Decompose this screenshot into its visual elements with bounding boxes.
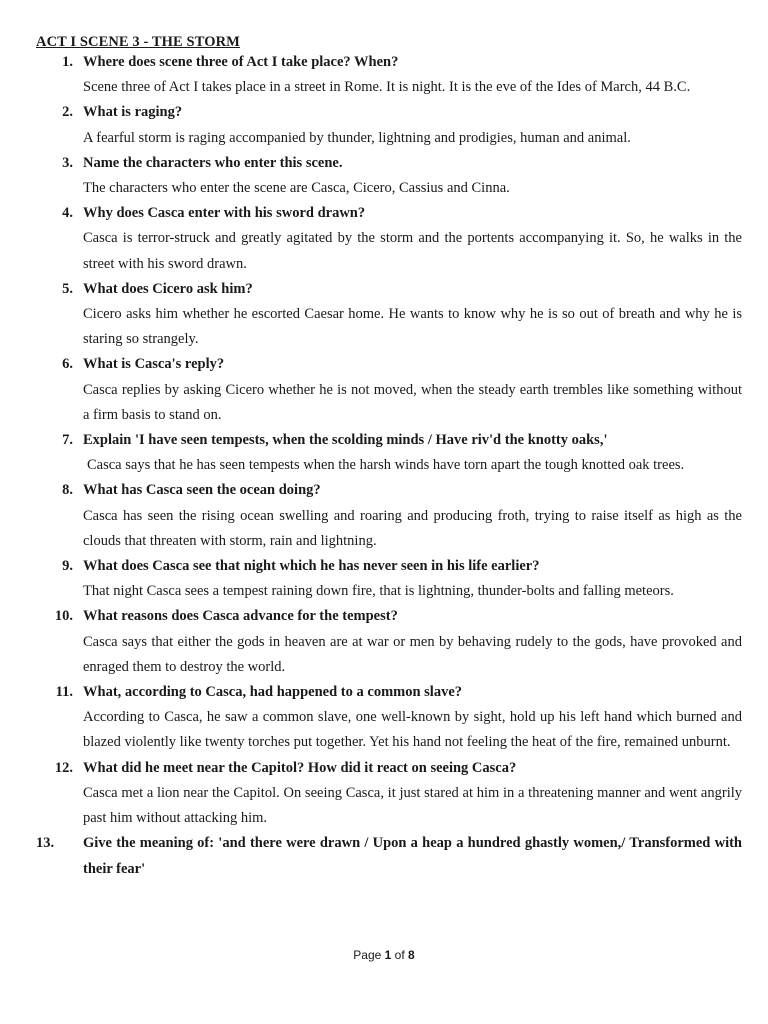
answer-text: According to Casca, he saw a common slave, one well-known by sight, hold up his left hand which burned and blazed violently like twenty torches put together. Yet his hand not feeling the heat of the fire, remained unburnt. [83,709,742,751]
question-number: 8. [62,482,73,499]
question-number: 7. [62,432,73,449]
answer-text: Casca met a lion near the Capitol. On seeing Casca, it just stared at him in a threatening manner and went angrily past him without attacking him. [83,784,742,827]
qa-item [36,604,742,680]
qa-item [36,352,742,428]
question-number: 4. [62,205,73,222]
page-heading: ACT I SCENE 3 - THE STORM [36,34,240,50]
question-text: What does Casca see that night which he has never seen in his life earlier? [83,558,540,575]
answer-text: That night Casca sees a tempest raining down fire, that is lightning, thunder-bolts and falling meteors. [83,583,674,600]
question-text: What did he meet near the Capitol? How did it react on seeing Casca? [83,759,517,776]
question-number: 6. [62,356,73,373]
answer-text: The characters who enter the scene are Casca, Cicero, Cassius and Cinna. [83,180,510,197]
answer-text: Casca says that either the gods in heaven are at war or men by behaving rudely to the gods, have provoked and enraged them to destroy the world. [83,633,742,675]
question-text: Name the characters who enter this scene. [83,154,343,171]
question-number: 1. [62,54,73,70]
question-text: What is Casca's reply? [83,356,225,373]
question [36,554,742,579]
question [36,831,742,881]
qa-item [36,756,742,832]
question [36,428,742,453]
question-text: Where does scene three of Act I take place? When? [83,54,399,70]
qa-item [36,554,742,604]
qa-item [36,201,742,277]
qa-item [36,478,742,554]
question [36,352,742,377]
question-number: 10. [54,608,73,625]
question [36,680,742,705]
question-number: 11. [55,684,73,701]
question-number: 9. [62,558,73,575]
qa-item [36,680,742,756]
question-text: What reasons does Casca advance for the tempest? [83,608,398,625]
question-text: What, according to Casca, had happened to a common slave? [83,684,463,701]
answer-text: Casca is terror-struck and greatly agitated by the storm and the portents accompanying it. So, he walks in the street with his sword drawn. [83,230,742,272]
answer-text: A fearful storm is raging accompanied by thunder, lightning and prodigies, human and animal. [83,129,631,146]
qa-item [36,151,742,201]
question [36,151,742,176]
answer-text: Cicero asks him whether he escorted Caesar home. He wants to know why he is so out of breath and why he is staring so strangely. [83,306,742,348]
question [36,478,742,503]
question-text: What does Cicero ask him? [83,280,253,297]
page-label: Page [353,948,382,962]
question-text: What has Casca seen the ocean doing? [83,482,321,499]
question-number: 5. [62,280,73,297]
question [36,277,742,302]
question-number: 3. [62,154,73,171]
page-of: of [394,948,405,962]
answer-text: Casca has seen the rising ocean swelling and roaring and producing froth, trying to raise itself as high as the clouds that threaten with storm, rain and lightning. [83,507,742,549]
question-text: Why does Casca enter with his sword drawn? [83,205,366,222]
qa-item [36,831,742,881]
question [36,201,742,226]
qa-item [36,100,742,150]
answer-text: Casca says that he has seen tempests when the harsh winds have torn apart the tough knotted oak trees. [87,457,685,474]
page-current: 1 [384,948,392,962]
question-text: What is raging? [83,104,183,121]
page-total: 8 [408,948,415,962]
qa-item [36,50,742,100]
page-footer [0,948,768,962]
qa-item [36,428,742,478]
question [36,756,742,781]
qa-item [36,277,742,353]
question-text: Give the meaning of: 'and there were drawn / Upon a heap a hundred ghastly women,/ Transformed with their fear' [83,835,742,877]
question-text: Explain 'I have seen tempests, when the scolding minds / Have riv'd the knotty oaks,' [83,432,608,449]
answer-text: Casca replies by asking Cicero whether he is not moved, when the steady earth trembles like something without a firm basis to stand on. [83,381,742,423]
question [36,604,742,629]
question-number: 2. [62,104,73,121]
question-number: 12. [54,759,73,776]
answer-text: Scene three of Act I takes place in a street in Rome. It is night. It is the eve of the Ides of March, 44 B.C. [83,79,691,96]
question [36,50,742,75]
question-number: 13. [36,835,55,852]
qa-list [36,50,742,882]
question [36,100,742,125]
